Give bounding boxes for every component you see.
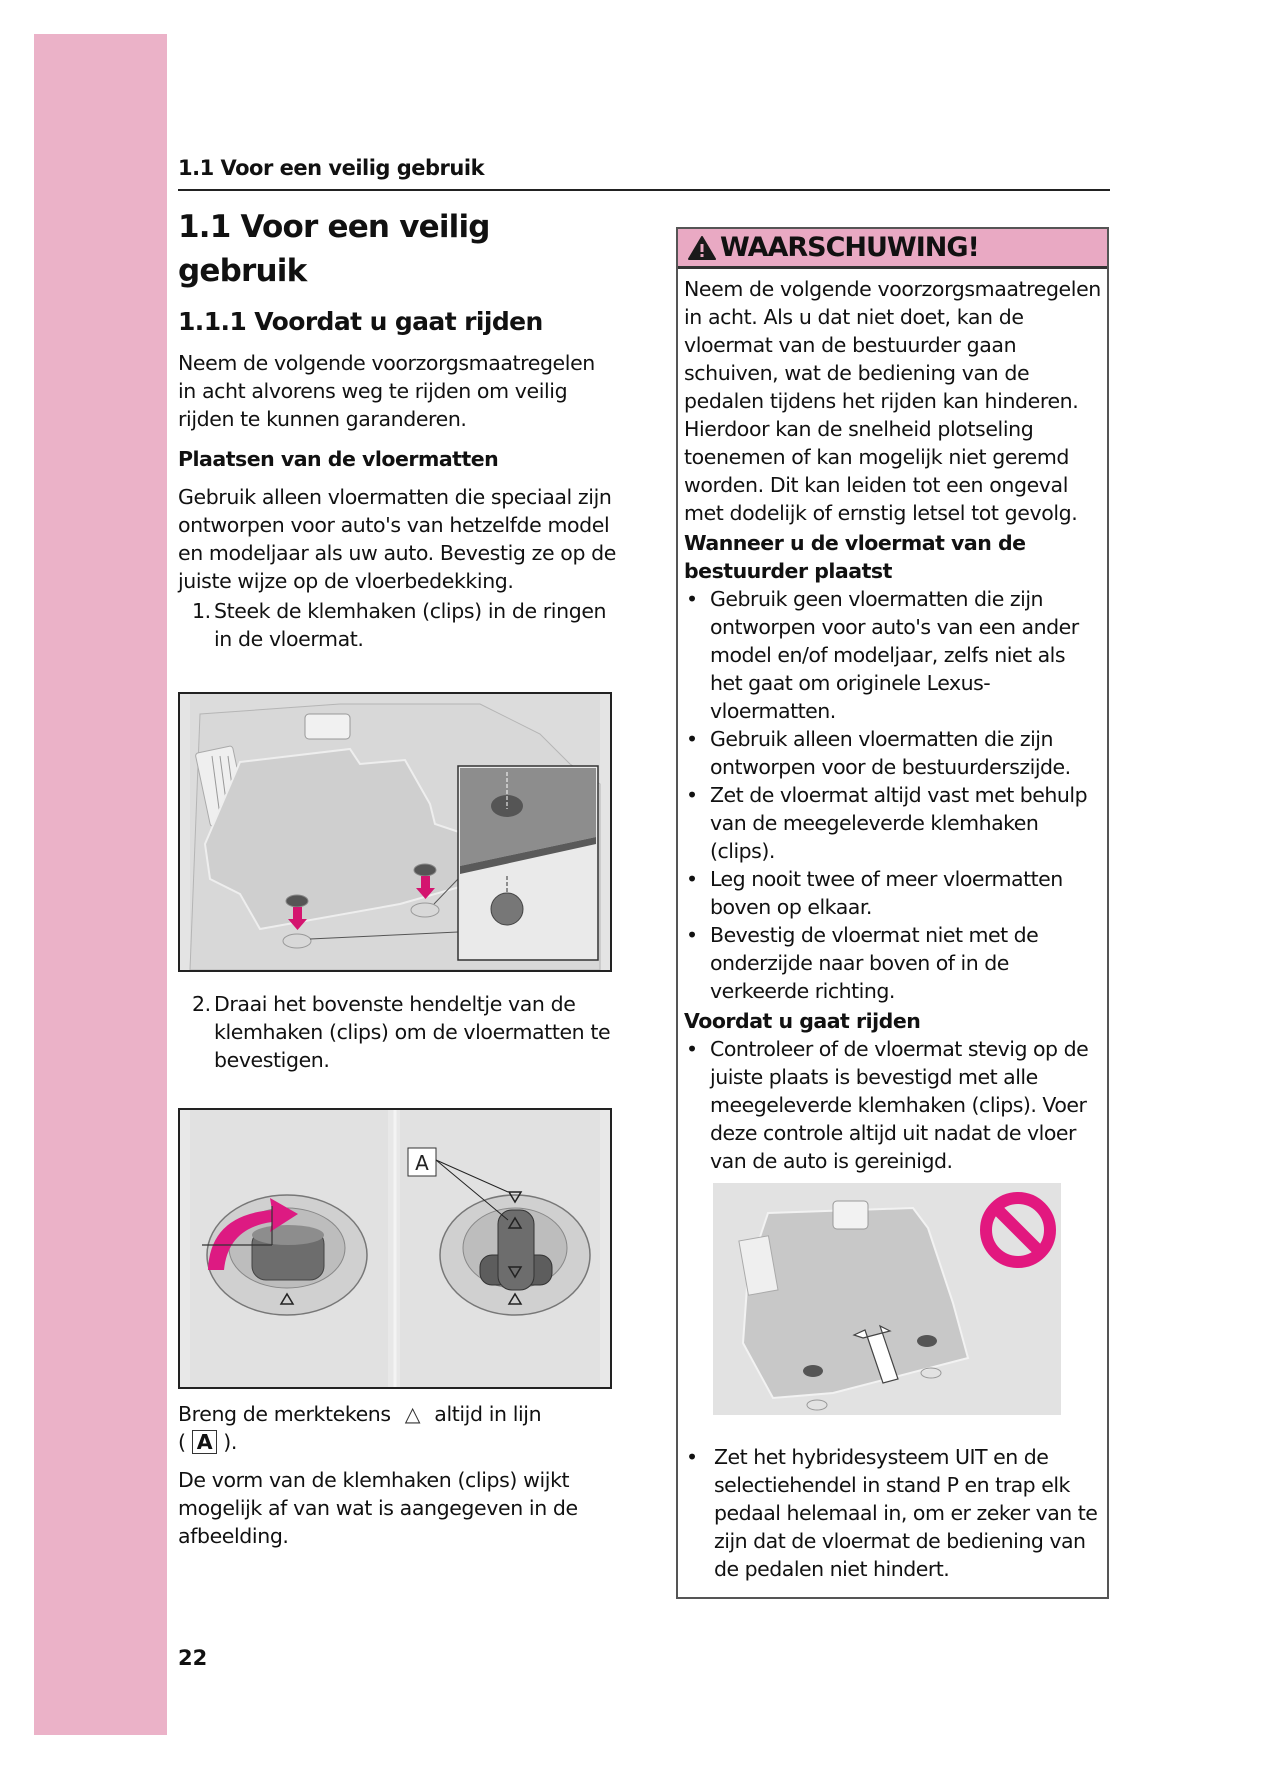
incorrect-mat-figure <box>713 1183 1061 1415</box>
step-2-block <box>178 990 618 1074</box>
warning-title: WAARSCHUWING! <box>720 232 979 263</box>
section-title: 1.1 Voor een veilig gebruik <box>178 209 490 289</box>
notes-block <box>178 1400 618 1550</box>
clip-rotation-figure <box>178 1108 612 1389</box>
warning-heading-placement: Wanneer u de vloermat van de bestuurder plaatst <box>684 531 1026 583</box>
alignment-note: Breng de merktekens △ altijd in lijn ( A ). <box>178 1402 542 1454</box>
floor-mat-paragraph: Gebruik alleen vloermatten die speciaal zijn ontworpen voor auto's van hetzelfde model en modeljaar als uw auto. Bevestig ze op de juiste wijze op de vloerbedekking. <box>178 485 617 593</box>
triangle-mark-icon: △ <box>404 1402 421 1426</box>
list-item: • Gebruik geen vloermatten die zijn ontworpen voor auto's van een ander model en/of modeljaar, zelfs niet als het gaat om originele Lexus-vloermatten. <box>686 587 1079 723</box>
step-number: 1. <box>192 599 211 623</box>
running-header: 1.1 Voor een veilig gebruik <box>178 156 485 180</box>
detail-inset <box>458 766 598 960</box>
step-text: Draai het bovenste hendeltje van de klemhaken (clips) om de vloermatten te bevestigen. <box>214 992 611 1072</box>
list-item: • Controleer of de vloermat stevig op de juiste plaats is bevestigd met alle meegeleverde klemhaken (clips). Voer deze controle altijd uit nadat de vloer van de auto is gereinigd. <box>686 1037 1089 1173</box>
chapter-tab-bar <box>34 34 167 1735</box>
left-column <box>178 205 618 653</box>
list-item: • Zet de vloermat altijd vast met behulp van de meegeleverde klemhaken (clips). <box>686 783 1088 863</box>
step-2 <box>178 990 618 1074</box>
warning-body <box>678 269 1107 1583</box>
header-divider <box>178 189 1110 191</box>
step-text: Steek de klemhaken (clips) in de ringen in de vloermat. <box>214 599 607 651</box>
warning-triangle-icon <box>688 235 716 261</box>
list-item: • Zet het hybridesysteem UIT en de selectiehendel in stand P en trap elk pedaal helemaal in, om er zeker van te zijn dat de vloermat de bediening van de pedalen niet hindert. <box>686 1445 1098 1581</box>
warning-intro: Neem de volgende voorzorgsmaatregelen in acht. Als u dat niet doet, kan de vloermat van de bestuurder gaan schuiven, wat de bediening van de pedalen tijdens het rijden kan hinderen. Hierdoor kan de snelheid plotseling toenemen of kan mogelijk niet geremd worden. Dit kan leiden tot een ongeval met dodelijk of ernstig letsel tot gevolg. <box>684 277 1101 525</box>
floor-mat-heading: Plaatsen van de vloermatten <box>178 447 499 471</box>
list-item: • Leg nooit twee of meer vloermatten boven op elkaar. <box>686 867 1063 919</box>
list-item: • Gebruik alleen vloermatten die zijn ontworpen voor de bestuurderszijde. <box>686 727 1071 779</box>
intro-paragraph: Neem de volgende voorzorgsmaatregelen in acht alvorens weg te rijden om veilig rijden te kunnen garanderen. <box>178 351 595 431</box>
subsection-title: 1.1.1 Voordat u gaat rijden <box>178 307 543 336</box>
label-a-reference: A <box>192 1430 217 1454</box>
warning-header <box>678 229 1107 269</box>
page-number: 22 <box>178 1646 208 1670</box>
step-number: 2. <box>192 992 211 1016</box>
warning-heading-before-driving: Voordat u gaat rijden <box>684 1009 921 1033</box>
step-1 <box>178 597 618 653</box>
warning-box <box>676 227 1109 1599</box>
list-item: • Bevestig de vloermat niet met de onderzijde naar boven of in de verkeerde richting. <box>686 923 1039 1003</box>
floor-mat-clips-figure <box>178 692 612 972</box>
shape-note: De vorm van de klemhaken (clips) wijkt mogelijk af van wat is aangegeven in de afbeelding. <box>178 1468 578 1548</box>
figure-label-a: A <box>415 1151 429 1175</box>
